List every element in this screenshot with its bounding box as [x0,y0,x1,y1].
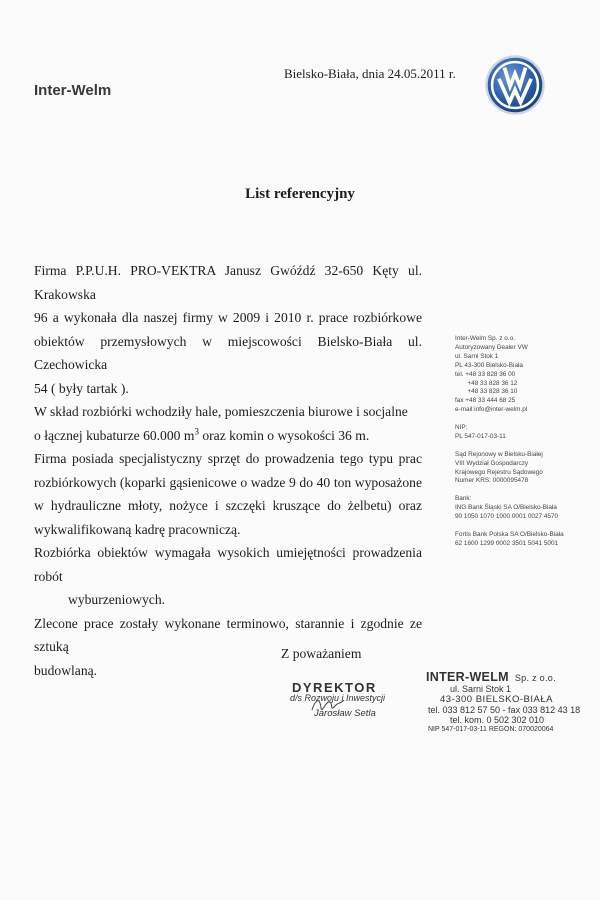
body-line: W skład rozbiórki wchodziły hale, pomieszczenia biurowe i socjalne [34,404,408,419]
body-line: wykwalifikowaną kadrę pracowniczą. [34,521,241,537]
sidebar-gap [455,442,600,451]
chimney-text: oraz komin o wysokości 36 m. [198,427,370,443]
stamp-name: INTER-WELM [426,670,509,684]
body-line: 54 ( były tartak ). [34,380,129,396]
sidebar-line: VIII Wydział Gospodarczy [455,459,529,467]
sidebar-line: tel. +48 33 828 36 00 [455,370,516,378]
body-line: 96 a wykonała dla naszej firmy w 2009 i 2010 r. prace rozbiórkowe [34,310,422,325]
body-line: Rozbiórka obiektów wymagała wysokich umiejętności prowadzenia robót [34,545,422,584]
stamp-city: 43-300 BIELSKO-BIAŁA [440,694,553,706]
stamp-phone: tel. 033 812 57 50 - fax 033 812 43 18 [428,705,581,716]
sidebar-line: Fortis Bank Polska SA O/Bielsko-Biała [455,530,564,538]
sidebar-line: ING Bank Śląski SA O/Bielsko-Biała [455,504,557,512]
stamp-suffix: Sp. z o.o. [514,673,556,683]
body-line: w hydrauliczne młoty, nożyce i szczęki kruszące do żelbetu) oraz [34,498,422,513]
signature-role: d/s Rozwoju i Inwestycji [290,693,386,703]
document-title: List referencyjny [245,186,355,202]
sidebar-line: PL 547-017-03-11 [455,432,506,440]
body-line: Firma posiada specjalistyczny sprzęt do prowadzenia tego typu prac [34,451,422,466]
sidebar-line: ul. Sarni Stok 1 [455,352,499,360]
signature-block [286,680,426,719]
sidebar-line: Inter-Welm Sp. z o.o. [455,335,515,342]
sidebar-gap [455,415,600,424]
stamp-street: ul. Sarni Stok 1 [450,684,512,694]
sidebar-line: 62 1600 1299 0002 3501 5041 5001 [455,539,559,547]
company-details-sidebar [455,335,600,549]
company-name: Inter-Welm [34,82,112,99]
sidebar-line: NIP: [455,424,468,432]
sidebar-line: 90 1050 1070 1000 0001 0027 4570 [455,513,559,521]
sidebar-line: +48 33 828 36 12 [455,379,518,387]
sidebar-line: fax +48 33 444 68 25 [455,397,516,405]
sidebar-line: Krajowego Rejestru Sądowego [455,468,543,476]
sidebar-line: +48 33 828 36 10 [455,388,518,396]
sidebar-gap [455,486,600,495]
body-line: Firma P.P.U.H. PRO-VEKTRA Janusz Gwóźdź 32-650 Kęty ul. Krakowska [34,263,422,302]
letter-body [34,259,422,682]
sidebar-line: PL 43-300 Bielsko-Biała [455,361,523,369]
handwritten-signature-icon [308,694,348,716]
vw-logo-icon [484,54,546,116]
body-line: budowlaną. [34,662,98,678]
body-line [34,424,422,448]
sidebar-line: Numer KRS: 0000095478 [455,477,529,485]
sidebar-line: Autoryzowany Dealer VW [455,343,528,351]
body-line: Zlecone prace zostały wykonane terminowo, starannie i zgodnie ze sztuką [34,615,422,654]
volume-text: o łącznej kubaturze 60.000 m [34,427,195,443]
body-line: wyburzeniowych. [68,592,166,607]
body-line: rozbiórkowych (koparki gąsienicowe o wadze 9 do 40 ton wyposażone [34,474,422,490]
sidebar-line: e-mail:info@inter-welm.pl [455,406,528,414]
stamp-mobile: tel. kom. 0 502 302 010 [450,715,545,726]
letter-date: Bielsko-Biała, dnia 24.05.2011 r. [284,66,456,81]
closing-phrase: Z poważaniem [281,646,362,661]
cubic-superscript: 3 [194,425,199,436]
company-stamp [426,670,600,733]
sidebar-line: Bank: [455,495,472,503]
stamp-company [426,670,600,684]
stamp-ids: NIP 547-017-03-11 REGON: 070020064 [428,725,554,733]
body-line: obiektów przemysłowych w miejscowości Bielsko-Biała ul. Czechowicka [34,333,422,372]
sidebar-line: Sąd Rejonowy w Bielsku-Białej [455,450,543,458]
sidebar-gap [455,522,600,531]
signature-title: DYREKTOR [292,680,377,695]
signature-name: Jarosław Setla [314,708,376,719]
